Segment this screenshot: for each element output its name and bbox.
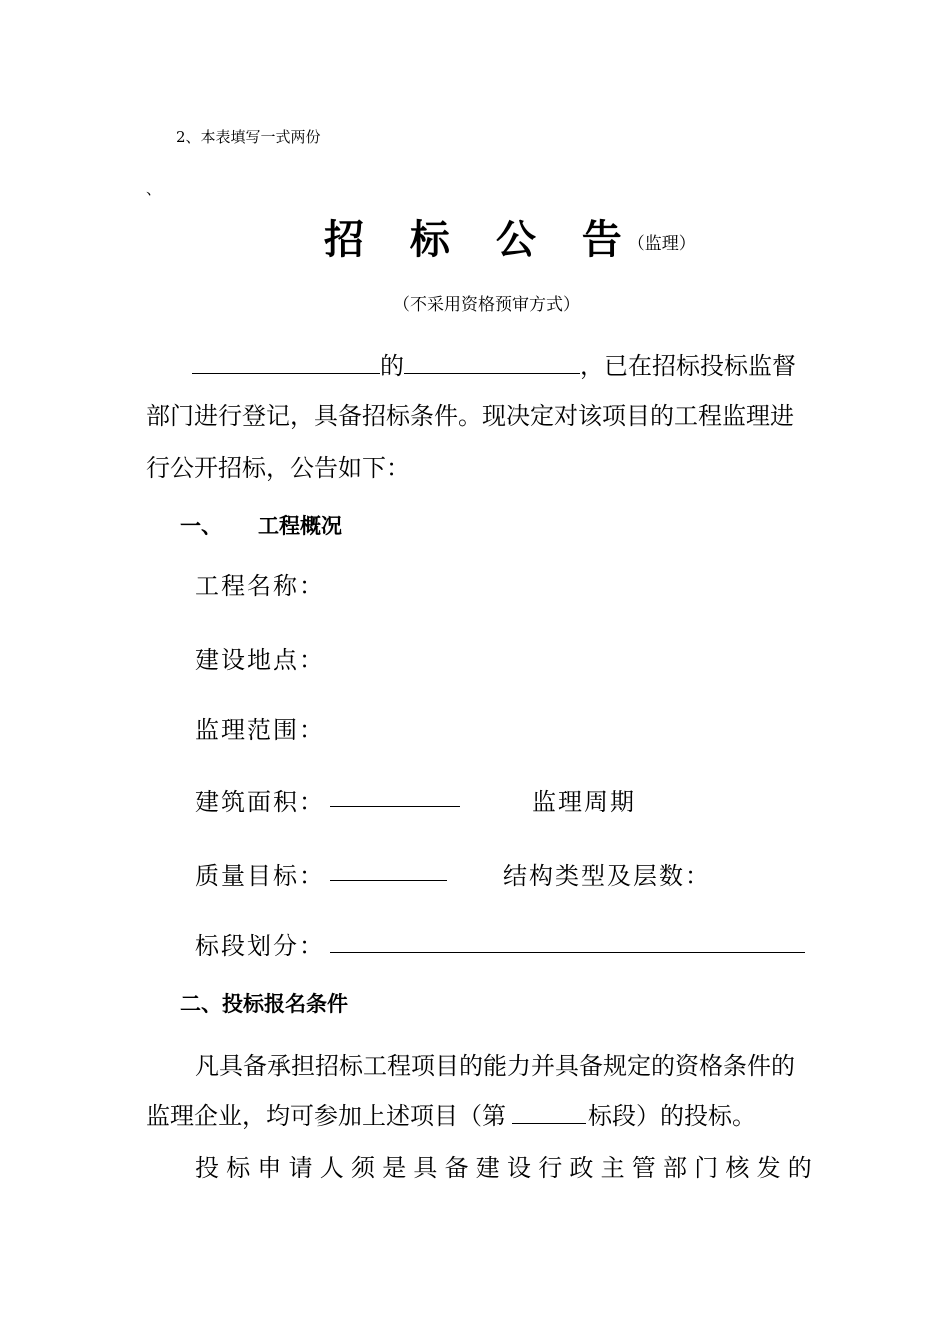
document-subtitle: （不采用资格预审方式） (393, 295, 580, 315)
paragraph-2 (146, 1096, 756, 1131)
section-2-heading: 二、投标报名条件 (180, 992, 348, 1016)
field-section-division: 标段划分： (195, 932, 325, 960)
blank-section-division[interactable] (330, 952, 805, 953)
paragraph-1: 凡具备承担招标工程项目的能力并具备规定的资格条件的 (195, 1052, 795, 1080)
field-structure: 结构类型及层数： (503, 862, 711, 890)
paragraph-3: 投标申请人须是具备建设行政主管部门核发的 (195, 1154, 819, 1182)
stray-mark: 、 (146, 180, 162, 198)
intro-line-2: 部门进行登记，具备招标条件。现决定对该项目的工程监理进 (146, 402, 794, 430)
title-suffix: （监理） (627, 234, 696, 254)
document-title-block (324, 208, 696, 265)
section-1-title: 工程概况 (258, 514, 342, 538)
field-period: 监理周期 (532, 788, 636, 816)
intro-line-3: 行公开招标，公告如下： (146, 454, 410, 482)
field-scope: 监理范围： (195, 716, 325, 744)
field-location: 建设地点： (195, 646, 325, 674)
field-project-name: 工程名称： (195, 572, 325, 600)
intro-de: 的 (380, 352, 404, 380)
intro-line-1 (146, 346, 806, 381)
blank-project-name[interactable] (404, 351, 580, 374)
form-note: 2、本表填写一式两份 (176, 128, 321, 146)
field-area: 建筑面积： (195, 788, 325, 816)
blank-owner-name[interactable] (192, 351, 380, 374)
intro-line-1-tail: ，已在招标投标监督 (580, 352, 796, 380)
document-title: 招 标 公 告 (324, 217, 638, 263)
blank-quality[interactable] (330, 880, 447, 881)
paragraph-2-after: 标段）的投标。 (588, 1102, 756, 1130)
field-quality: 质量目标： (195, 862, 325, 890)
blank-area[interactable] (330, 806, 460, 807)
blank-section-number[interactable] (512, 1101, 586, 1124)
section-1-heading (180, 510, 342, 540)
section-1-number: 一、 (180, 514, 222, 538)
paragraph-2-before: 监理企业，均可参加上述项目（第 (146, 1102, 506, 1130)
